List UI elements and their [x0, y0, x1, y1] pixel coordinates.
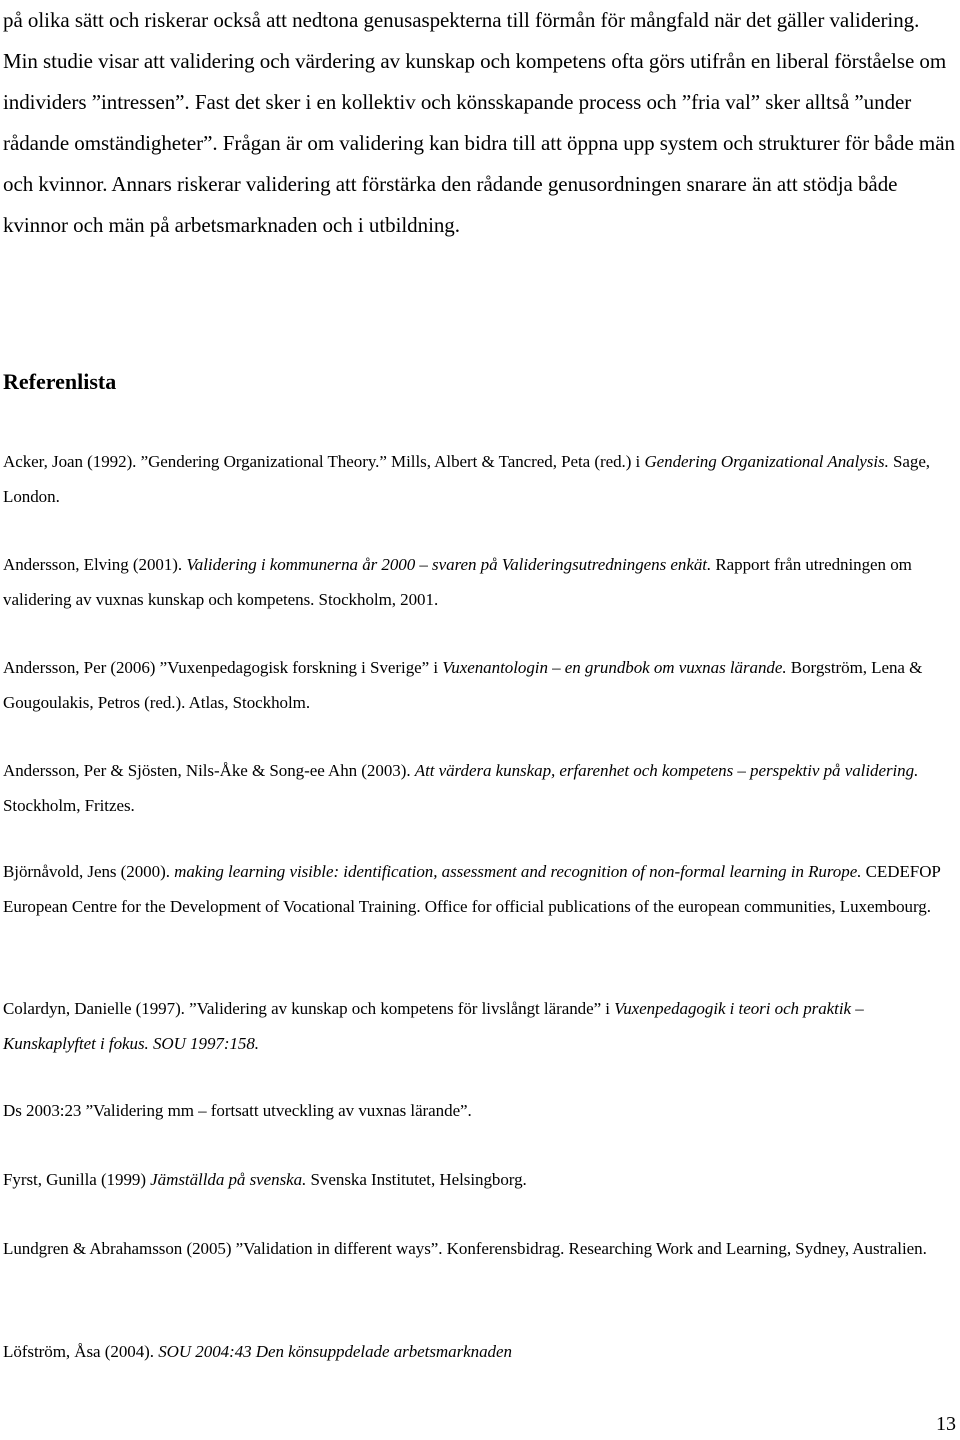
reference-item: Björnåvold, Jens (2000). making learning visible: identification, assessment and recognition of non-formal learning in Rurope. CEDEFOP European Centre for the Development of Vocational Training. Office for official publications of the european communities, Luxembourg.: [3, 862, 941, 916]
reference-item: Andersson, Per (2006) ”Vuxenpedagogisk forskning i Sverige” i Vuxenantologin – en grundbok om vuxnas lärande. Borgström, Lena & Gougoulakis, Petros (red.). Atlas, Stockholm.: [3, 658, 923, 712]
reference-item: Andersson, Per & Sjösten, Nils-Åke & Song-ee Ahn (2003). Att värdera kunskap, erfarenhet och kompetens – perspektiv på validering. Stockholm, Fritzes.: [3, 761, 919, 815]
reference-item: Acker, Joan (1992). ”Gendering Organizational Theory.” Mills, Albert & Tancred, Peta (red.) i Gendering Organizational Analysis. Sage, London.: [3, 452, 931, 506]
reference-item: Colardyn, Danielle (1997). ”Validering av kunskap och kompetens för livslångt lärande” i Vuxenpedagogik i teori och praktik – Kunskaplyftet i fokus. SOU 1997:158.: [3, 999, 864, 1053]
reference-item: Andersson, Elving (2001). Validering i kommunerna år 2000 – svaren på Valideringsutredningens enkät. Rapport från utredningen om validering av vuxnas kunskap och kompetens. Stockholm, 2001.: [3, 555, 912, 609]
reference-item: Löfström, Åsa (2004). SOU 2004:43 Den könsuppdelade arbetsmarknaden: [3, 1342, 512, 1361]
reference-item: Lundgren & Abrahamsson (2005) ”Validation in different ways”. Konferensbidrag. Researching Work and Learning, Sydney, Australien.: [3, 1239, 927, 1258]
page-number: 13: [936, 1413, 956, 1435]
reference-list-heading: Referenlista: [3, 369, 117, 394]
reference-item: Ds 2003:23 ”Validering mm – fortsatt utveckling av vuxnas lärande”.: [3, 1101, 472, 1120]
reference-item: Fyrst, Gunilla (1999) Jämställda på svenska. Svenska Institutet, Helsingborg.: [3, 1170, 527, 1189]
body-paragraph: på olika sätt och riskerar också att nedtona genusaspekterna till förmån för mångfald när det gäller validering. Min studie visar att validering och värdering av kunskap och kompetens ofta görs utifrån en liberal förståelse om individers ”intressen”. Fast det sker i en kollektiv och könsskapande process och ”fria val” sker alltså ”under rådande omständigheter”. Frågan är om validering kan bidra till att öppna upp system och strukturer för både män och kvinnor. Annars riskerar validering att förstärka den rådande genusordningen snarare än att stödja både kvinnor och män på arbetsmarknaden och i utbildning.: [3, 8, 955, 237]
